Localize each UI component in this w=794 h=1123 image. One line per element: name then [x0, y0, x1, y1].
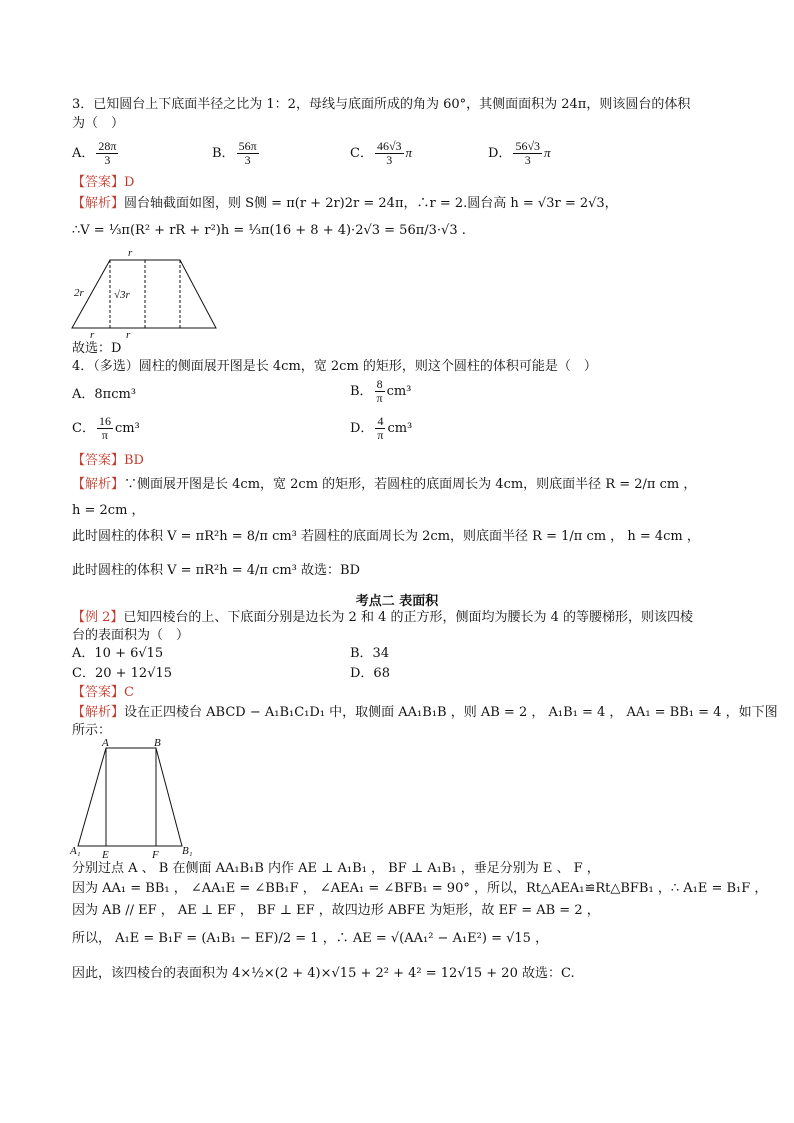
q4-option-a: A．8πcm³ [72, 387, 137, 402]
q3-option-b: B． $\frac{56\pi}{3}$ [212, 139, 257, 167]
fig1-label-bottom-right: r [126, 329, 131, 338]
ex2-analysis-line1: 【解析】设在正四棱台 ABCD − A₁B₁C₁D₁ 中，取侧面 AA₁B₁B ，则 AB = 2 ， A₁B₁ = 4 ， AA₁ = BB₁ = 4 ，如下图 [72, 705, 778, 720]
ex2-option-c: C．20 + 12√15 [72, 666, 173, 681]
ex2-option-a: A．10 + 6√15 [72, 646, 164, 661]
isosceles-trapezoid-figure [68, 738, 198, 860]
q3-analysis-line1: 【解析】圆台轴截面如图，则 S侧 = π(r + 2r)2r = 24π，∴r = 2.圆台高 h = √3r = 2√3， [72, 196, 618, 211]
q3-conclusion: 故选：D [72, 341, 122, 356]
trapezoid-frustum-figure [70, 246, 220, 338]
ex2-stem-line2: 台的表面积为（ ） [72, 628, 190, 643]
fig2-label-b1: B₁ [182, 845, 193, 857]
q3-option-a: A． $\frac{28\pi}{3}$ [72, 139, 117, 167]
section-title: 考点二 表面积 [355, 594, 439, 609]
q3-option-c: C． $\frac{46√3}{3}$ π [350, 139, 413, 167]
ex2-analysis-line4: 因为 AA₁ = BB₁ ， ∠AA₁E = ∠BB₁F ， ∠AEA₁ = ∠BFB₁ = 90° ，所以，Rt△AEA₁≌Rt△BFB₁ ，∴ A₁E = B₁F ， [72, 881, 768, 896]
fig2-label-a: A [102, 738, 109, 749]
q3-analysis-line2: ∴V = ⅓π(R² + rR + r²)h = ⅓π(16 + 8 + 4)·2√3 = 56π/3·√3 . [72, 223, 466, 238]
fig2-label-e: E [102, 849, 109, 860]
ex2-analysis-line5: 因为 AB // EF ， AE ⊥ EF ， BF ⊥ EF ，故四边形 ABFE 为矩形，故 EF = AB = 2 ， [72, 903, 600, 918]
fig1-label-bottom-left: r [90, 329, 95, 338]
q4-analysis-line1: 【解析】∵侧面展开图是长 4cm，宽 2cm 的矩形，若圆柱的底面周长为 4cm，则底面半径 R = 2/π cm ， [72, 477, 697, 492]
q3-stem-line1: 3．已知圆台上下底面半径之比为 1：2，母线与底面所成的角为 60°，其侧面面积为 24π，则该圆台的体积 [72, 97, 691, 112]
ex2-analysis-line6: 所以， A₁E = B₁F = (A₁B₁ − EF)/2 = 1 ，∴ AE = √(AA₁² − A₁E²) = √15 ， [72, 931, 549, 946]
q4-option-b: B． $\frac{8}{\pi}$ cm³ [350, 377, 412, 405]
q4-answer: 【答案】BD [72, 453, 144, 468]
ex2-stem-line1: 【例 2】已知四棱台的上、下底面分别是边长为 2 和 4 的正方形，侧面均为腰长为 4 的等腰梯形，则该四棱 [72, 610, 694, 625]
fig1-label-left: 2r [74, 287, 84, 299]
q4-option-d: D． $\frac{4}{\pi}$ cm³ [350, 414, 413, 442]
q3-answer: 【答案】D [72, 175, 135, 190]
q4-analysis-line2: h = 2cm ， [72, 503, 145, 518]
q3-option-d: D． $\frac{56√3}{3}$ π [488, 139, 551, 167]
ex2-analysis-line3: 分别过点 A 、 B 在侧面 AA₁B₁B 内作 AE ⊥ A₁B₁ ， BF ⊥ A₁B₁ ，垂足分别为 E 、 F ， [72, 861, 600, 876]
ex2-analysis-line7: 因此，该四棱台的表面积为 4×½×(2 + 4)×√15 + 2² + 4² = 12√15 + 20 故选：C. [72, 966, 575, 981]
q4-analysis-line4: 此时圆柱的体积 V = πR²h = 4/π cm³ 故选：BD [72, 563, 361, 578]
fig2-label-f: F [152, 849, 159, 860]
fig1-label-top: r [128, 247, 133, 259]
ex2-analysis-line2: 所示： [72, 723, 112, 738]
q4-stem: 4．（多选）圆柱的侧面展开图是长 4cm，宽 2cm 的矩形，则这个圆柱的体积可能是（ ） [72, 359, 597, 374]
fig2-label-b: B [154, 738, 161, 749]
ex2-option-d: D．68 [350, 666, 390, 681]
ex2-option-b: B．34 [350, 646, 390, 661]
q3-stem-line2: 为（ ） [72, 116, 125, 131]
ex2-answer: 【答案】C [72, 685, 134, 700]
fig2-label-a1: A₁ [70, 845, 81, 857]
q4-option-c: C． $\frac{16}{\pi}$ cm³ [72, 414, 140, 442]
fig1-label-height: √3r [114, 289, 130, 301]
q4-analysis-line3: 此时圆柱的体积 V = πR²h = 8/π cm³ 若圆柱的底面周长为 2cm，则底面半径 R = 1/π cm ， h = 4cm ， [72, 529, 700, 544]
